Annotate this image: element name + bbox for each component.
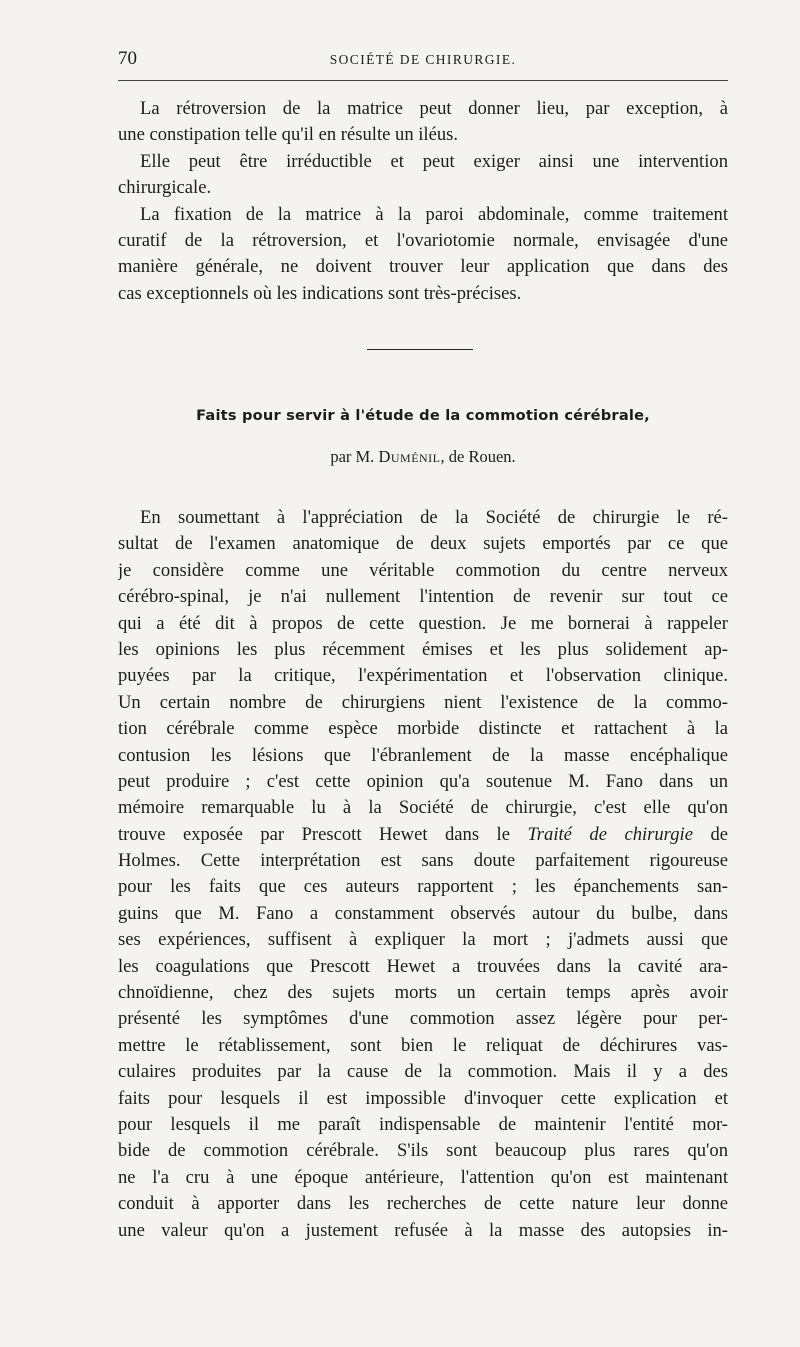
text-line: les coagulations que Prescott Hewet a trouvées dans la cavité ara- xyxy=(118,955,728,977)
text-line-with-italic xyxy=(118,822,728,848)
text-line: pour les faits que ces auteurs rapportent ; les épanchements san- xyxy=(118,876,728,898)
text-line: tion cérébrale comme espèce morbide distincte et rattachent à la xyxy=(118,718,728,740)
text-line: chnoïdienne, chez des sujets morts un certain temps après avoir xyxy=(118,982,728,1004)
text-line: puyées par la critique, l'expérimentation et l'observation clinique. xyxy=(118,665,728,687)
running-head xyxy=(118,44,728,74)
page-number: 70 xyxy=(118,48,137,69)
text-line: curatif de la rétroversion, et l'ovariotomie normale, envisagée d'une xyxy=(118,229,728,251)
text-line: sultat de l'examen anatomique de deux sujets emportés par ce que xyxy=(118,533,728,555)
text-line: ses expériences, suffisent à expliquer la mort ; j'admets aussi que xyxy=(118,929,728,951)
article-title: Faits pour servir à l'étude de la commotion cérébrale, xyxy=(196,407,650,424)
text-line: culaires produites par la cause de la commotion. Mais il y a des xyxy=(118,1061,728,1083)
header-rule xyxy=(118,80,728,81)
text-line: mémoire remarquable lu à la Société de chirurgie, c'est elle qu'on xyxy=(118,797,728,819)
text-line: contusion les lésions que l'ébranlement de la masse encéphalique xyxy=(118,744,728,766)
text-line: cérébro-spinal, je n'ai nullement l'intention de revenir sur tout ce xyxy=(118,586,728,608)
text-line: Un certain nombre de chirurgiens nient l'existence de la commo- xyxy=(118,691,728,713)
text-line: manière générale, ne doivent trouver leur application que dans des xyxy=(118,256,728,278)
text-line: Elle peut être irréductible et peut exiger ainsi une intervention xyxy=(140,150,728,172)
text-line: peut produire ; c'est cette opinion qu'a soutenue M. Fano dans un xyxy=(118,770,728,792)
text-line: pour lesquels il me paraît indispensable de maintenir l'entité mor- xyxy=(118,1113,728,1135)
text-line: mettre le rétablissement, sont bien le reliquat de déchirures vas- xyxy=(118,1034,728,1056)
text-line: présenté les symptômes d'une commotion assez légère pour per- xyxy=(118,1008,728,1030)
text-line: En soumettant à l'appréciation de la Société de chirurgie le ré- xyxy=(140,507,728,528)
conclusion-paragraphs xyxy=(118,96,728,307)
text-line: une constipation telle qu'il en résulte un iléus. xyxy=(118,124,459,146)
line-end: de xyxy=(710,823,728,845)
text-line: une valeur qu'on a justement refusée à la masse des autopsies in- xyxy=(118,1219,728,1241)
text-line: La rétroversion de la matrice peut donner lieu, par exception, à xyxy=(140,98,728,119)
running-title: SOCIÉTÉ DE CHIRURGIE. xyxy=(329,52,517,67)
text-line: Holmes. Cette interprétation est sans doute parfaitement rigoureuse xyxy=(118,850,728,872)
article-byline xyxy=(118,447,728,467)
text-line: qui a été dit à propos de cette question. Je me bornerai à rappeler xyxy=(118,612,728,634)
text-line: cas exceptionnels où les indications sont très-précises. xyxy=(118,282,522,304)
text-line: je considère comme une véritable commotion du centre nerveux xyxy=(118,559,728,581)
text-line: chirurgicale. xyxy=(118,177,212,199)
text-line: guins que M. Fano a constamment observés autour du bulbe, dans xyxy=(118,902,728,924)
section-separator-rule xyxy=(367,349,473,350)
text-line: bide de commotion cérébrale. S'ils sont beaucoup plus rares qu'on xyxy=(118,1140,728,1162)
italic-book-title: Traité de chirurgie xyxy=(527,823,693,845)
text-line: conduit à apporter dans les recherches de cette nature leur donne xyxy=(118,1193,728,1215)
text-line: les opinions les plus récemment émises et les plus solidement ap- xyxy=(118,638,728,660)
byline-author: Duménil xyxy=(378,447,441,466)
article-body xyxy=(118,505,728,1244)
byline-suffix: , de Rouen. xyxy=(440,447,516,466)
text-line: faits pour lesquels il est impossible d'invoquer cette explication et xyxy=(118,1087,728,1109)
text-line: La fixation de la matrice à la paroi abdominale, comme traitement xyxy=(140,203,728,225)
line-text: trouve exposée par Prescott Hewet dans le xyxy=(118,823,510,845)
byline-prefix: par M. xyxy=(330,447,375,466)
text-line: ne l'a cru à une époque antérieure, l'attention qu'on est maintenant xyxy=(118,1166,728,1188)
